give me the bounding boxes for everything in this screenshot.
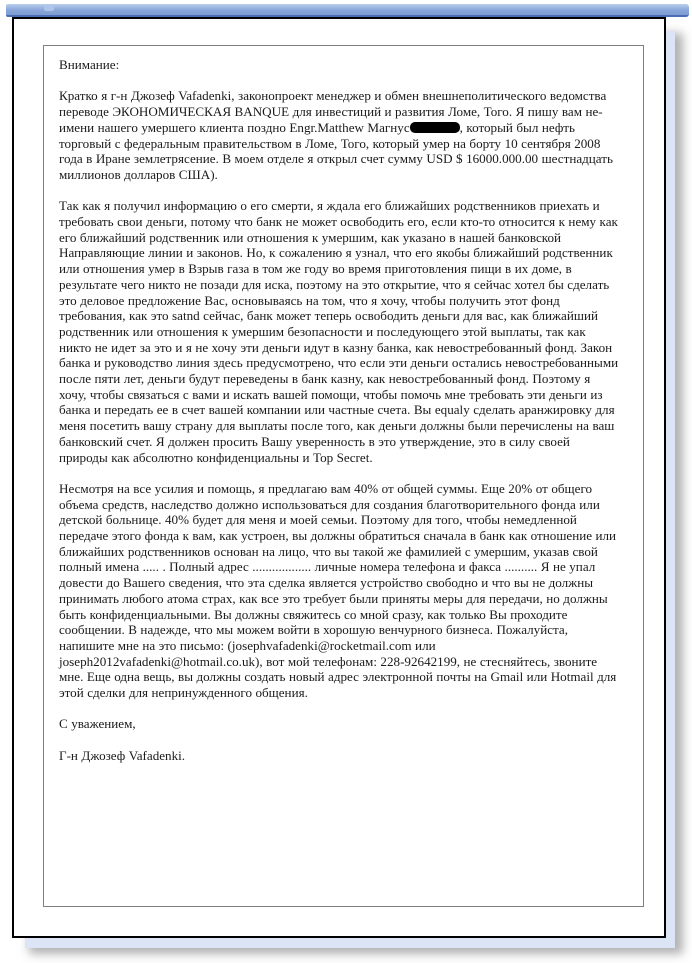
redaction-box (410, 122, 460, 133)
signature-name: Г-н Джозеф Vafadenki. (59, 747, 186, 763)
letter-border-frame (43, 45, 644, 907)
closing: С уважением, (59, 716, 136, 732)
letter-body (59, 88, 621, 700)
paragraph: Так как я получил информацию о его смерти, я ждала его ближайших родственников приехать и требовать свои деньги, потому что банк не может освободить его, если кто-то относится к нему как его ближайший родственник или отношения к умершим, как указано в нашей банковской Направляющие линии и законов. Но, к сожалению я узнал, что его якобы ближайший родственник или отношения умер в Взрыв газа в том же году во время приготовления пищи в их доме, в результате чего никто не позади для иска, поэтому на это открытие, что я сейчас хотел бы сделать это деловое предложение Вас, основываясь на том, что я хочу, чтобы получить этот фонд требования, как это satnd сейчас, банк может теперь освободить деньги для вас, как ближайший родственник или отношения к умершим безопасности и последующего этой выплаты, так как никто не идет за это и я не хочу эти деньги идут в казну банка, как невостребованный фонд. Закон банка и руководство линия здесь предусмотрено, что если эти деньги остались невостребованными после пяти лет, деньги будут переведены в банк казну, как невостребованный фонд. Поэтому я хочу, чтобы связаться с вами и искать вашей помощи, чтобы помочь мне требовать эти деньги из банка и передать ее в счет вашей компании или частные счета. Вы equaly сделать аранжировку для меня посетить вашу страну для выплаты после того, как деньги должны были перечислены на ваш банковский счет. Я должен просить Вашу уверенность в это утверждение, это в силу своей природы как абсолютно конфиденциальны и Top Secret. (59, 198, 619, 465)
document-page (12, 17, 666, 938)
paragraph: Кратко я г-н Джозеф Vafadenki, законопроект менеджер и обмен внешнеполитического ведомства переводе ЭКОНОМИЧЕСКАЯ BANQUE для инвестиций и развития Ломе, Того. Я пишу вам не-имени нашего умершего клиента поздно Engr.Matthew Магнус , который был нефть торговый с федеральным правительством в Ломе, Того, который умер на борту 10 сентября 2008 года в Иране землетрясение. В моем отделе я открыл счет сумму USD $ 16000.000.00 шестнадцать миллионов долларов США). (59, 88, 613, 182)
title-bar-highlight (44, 5, 54, 11)
window-top-bar (6, 4, 689, 17)
paragraph: Несмотря на все усилия и помощь, я предлагаю вам 40% от общей суммы. Еще 20% от общего объема средств, наследство должно использоваться для создания благотворительного фонда или детской больнице. 40% будет для меня и моей семьи. Поэтому для того, чтобы немедленной передаче этого фонда к вам, как устроен, вы должны обратиться сначала в банк как отношение или ближайших родственников основан на лицо, что вы такой же фамилией с умершим, указав свой полный имена ..... . Полный адрес .................. личные номера телефона и факса .......... Я не упал довести до Вашего сведения, что эта сделка является устройство свободно и что вы не должны принимать любого атома страх, как все это требует были приняты меры для передачи, но должны быть конфиденциальными. Вы должны свяжитесь со мной сразу, как только Вы проходите сообщении. В надежде, что мы можем войти в хорошую венчурного бизнеса. Пожалуйста, напишите мне на это письмо: (josephvafadenki@rocketmail.com или joseph2012vafadenki@hotmail.co.uk), вот мой телефонам: 228-92642199, не стесняйтесь, звоните мне. Еще одна вещь, вы должны создать новый адрес электронной почты на Gmail или Hotmail для этой сделки для непринужденного общения. (59, 480, 617, 701)
salutation: Внимание: (59, 57, 120, 72)
